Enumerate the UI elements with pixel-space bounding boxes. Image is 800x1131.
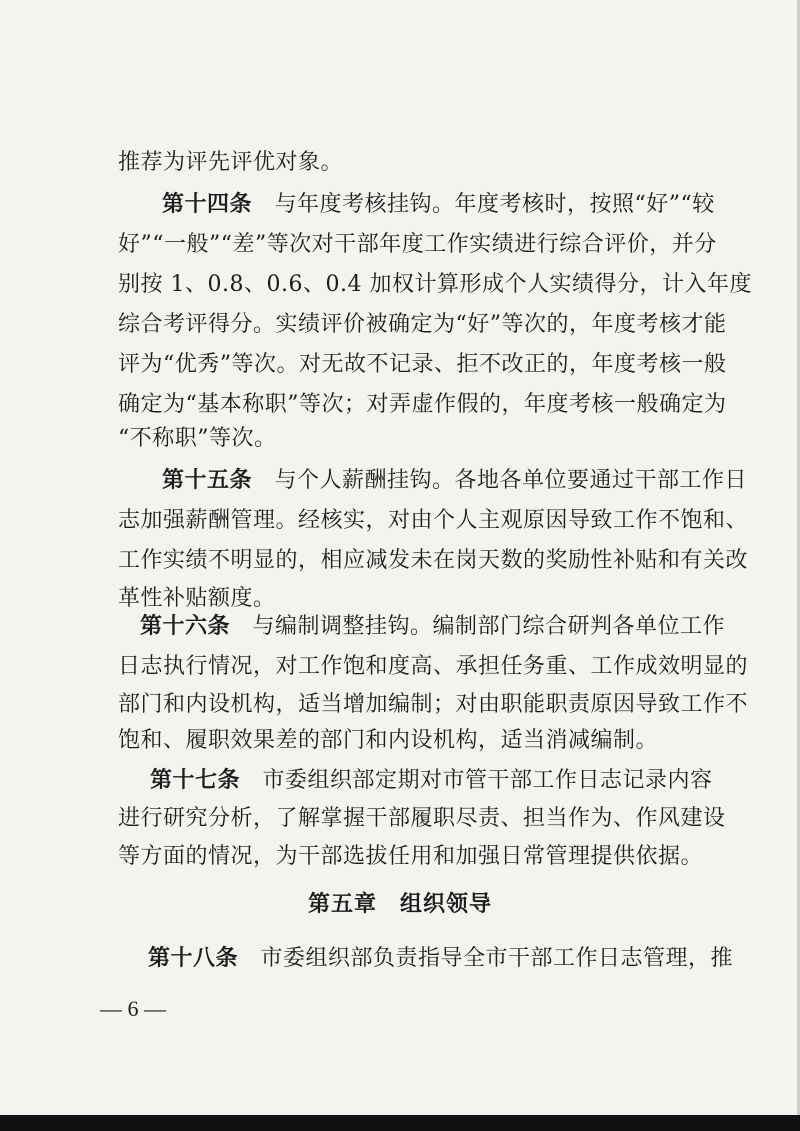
- article-15-heading-line: [162, 466, 747, 496]
- text-line-14: [118, 652, 748, 682]
- line-text: 志加强薪酬管理。经核实，对由个人主观原因导致工作不饱和、: [118, 508, 749, 533]
- line-text: 与编制调整挂钩。编制部门综合研判各单位工作: [230, 614, 726, 639]
- article-18-heading-line: [148, 944, 733, 974]
- text-line-10: [118, 506, 748, 536]
- line-text: 好”“一般”“差”等次对干部年度工作实绩进行综合评价，并分: [118, 232, 717, 257]
- text-line-6: [118, 350, 727, 380]
- text-line-5: [118, 310, 727, 340]
- article-number: 第十四条: [162, 192, 253, 217]
- text-line-12: [118, 584, 276, 614]
- article-number: 第十八条: [148, 946, 239, 971]
- text-line-16: [118, 726, 658, 756]
- text-line-19: [118, 842, 703, 872]
- article-14-heading-line: [162, 190, 715, 220]
- line-text: 饱和、履职效果差的部门和内设机构，适当消减编制。: [118, 728, 659, 753]
- text-line-11: [118, 546, 748, 576]
- text-line-1: [118, 148, 343, 178]
- line-text: 确定为“基本称职”等次；对弄虚作假的，年度考核一般确定为: [118, 392, 727, 417]
- article-number: 第十五条: [162, 468, 253, 493]
- line-text: 市委组织部定期对市管干部工作日志记录内容: [240, 768, 713, 793]
- text-line-7: [118, 390, 727, 420]
- line-text: 市委组织部负责指导全市干部工作日志管理，推: [238, 946, 734, 971]
- line-text: 评为“优秀”等次。对无故不记录、拒不改正的，年度考核一般: [118, 352, 727, 377]
- article-16-heading-line: [140, 612, 725, 642]
- article-number: 第十六条: [140, 614, 231, 639]
- line-text: 日志执行情况，对工作饱和度高、承担任务重、工作成效明显的: [118, 654, 749, 679]
- article-17-heading-line: [150, 766, 713, 796]
- text-line-15: [118, 690, 748, 720]
- chapter-heading: 第五章 组织领导: [307, 892, 492, 917]
- text-line-8: [118, 424, 277, 454]
- line-text: 工作实绩不明显的，相应减发未在岗天数的奖励性补贴和有关改: [118, 548, 749, 573]
- article-number: 第十七条: [150, 768, 241, 793]
- line-text: 与个人薪酬挂钩。各地各单位要通过干部工作日: [252, 468, 748, 493]
- line-text: 推荐为评先评优对象。: [118, 150, 344, 175]
- line-text: 等方面的情况，为干部选拔任用和加强日常管理提供依据。: [118, 844, 704, 869]
- line-text: 革性补贴额度。: [118, 586, 276, 611]
- text-line-4: [118, 270, 752, 300]
- text-line-18: [118, 804, 726, 834]
- line-text: “不称职”等次。: [118, 426, 277, 451]
- page-number: — 6 —: [100, 996, 166, 1021]
- text-line-3: [118, 230, 717, 260]
- line-text: 进行研究分析，了解掌握干部履职尽责、担当作为、作风建设: [118, 806, 726, 831]
- line-text: 与年度考核挂钩。年度考核时，按照“好”“较: [252, 192, 715, 217]
- line-text: 综合考评得分。实绩评价被确定为“好”等次的，年度考核才能: [118, 312, 727, 337]
- scan-bottom-edge: [0, 1115, 800, 1131]
- line-text: 别按 1、0.8、0.6、0.4 加权计算形成个人实绩得分，计入年度: [118, 272, 752, 297]
- line-text: 部门和内设机构，适当增加编制；对由职能职责原因导致工作不: [118, 692, 749, 717]
